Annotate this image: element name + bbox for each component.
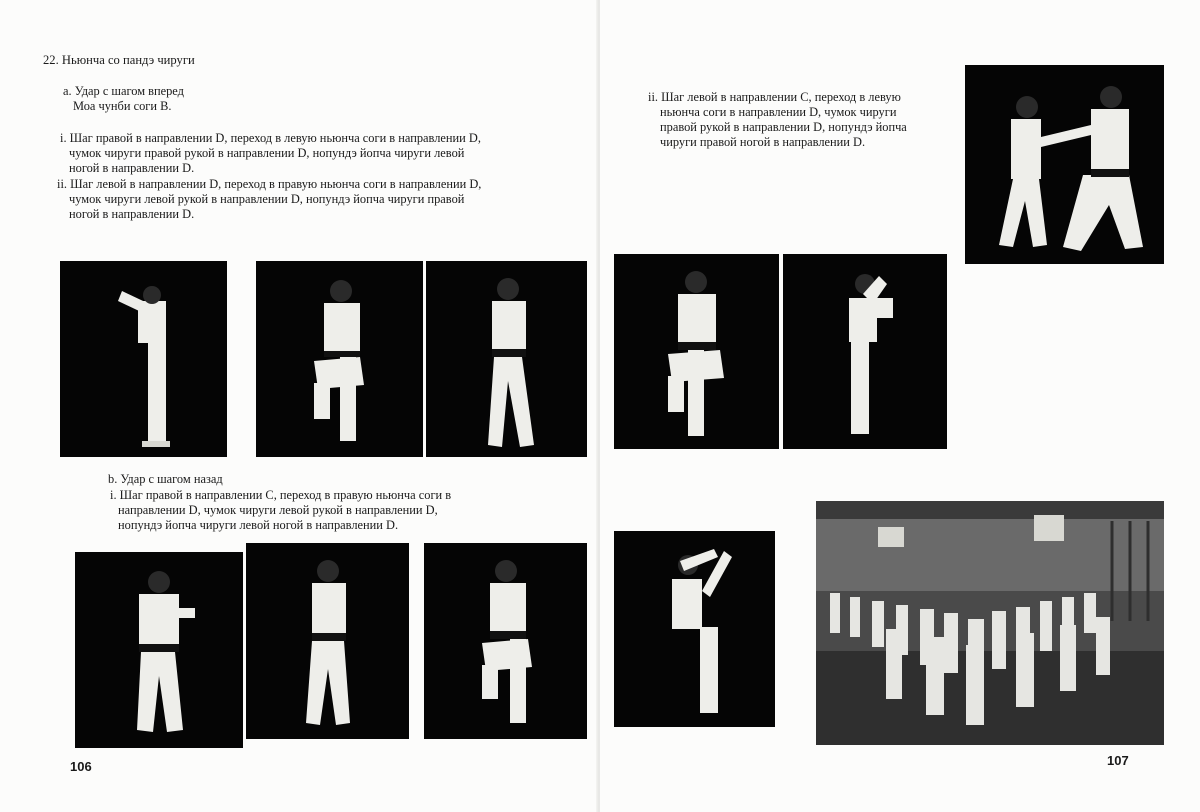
photo-stance-2 xyxy=(75,552,243,748)
right-page xyxy=(600,0,1200,812)
photo-knee-raise-1 xyxy=(256,261,423,457)
photo-knee-raise-2 xyxy=(424,543,587,739)
photo-sparring-pair xyxy=(965,65,1164,264)
step-b-i-line-3: нопундэ йопча чируги левой ногой в направлении D. xyxy=(118,518,399,532)
section-a-heading-1: a. Удар с шагом вперед xyxy=(63,84,184,98)
right-step-ii-line-4: чируги правой ногой в направлении D. xyxy=(660,135,866,149)
left-page xyxy=(0,0,598,812)
step-i-line-2: чумок чируги правой рукой в направлении D, нопундэ йопча чируги левой xyxy=(69,146,465,160)
right-step-ii-line-1: ii. Шаг левой в направлении С, переход в левую xyxy=(648,90,901,104)
right-step-ii-line-3: правой рукой в направлении D, нопундэ йопча xyxy=(660,120,907,134)
photo-high-kick-3 xyxy=(614,531,775,727)
photo-gym-class xyxy=(816,501,1164,745)
photo-high-kick-2 xyxy=(783,254,947,449)
photo-high-kick-1 xyxy=(60,261,227,457)
page-number-left: 106 xyxy=(70,759,92,774)
step-b-i-line-2: направлении D, чумок чируги левой рукой в направлении D, xyxy=(118,503,438,517)
photo-stance-1 xyxy=(426,261,587,457)
section-a-heading-2: Моа чунби соги В. xyxy=(73,99,172,113)
photo-stance-3 xyxy=(246,543,409,739)
section-b-heading: b. Удар с шагом назад xyxy=(108,472,223,486)
section-title: 22. Ньюнча со пандэ чируги xyxy=(43,53,195,67)
photo-knee-raise-3 xyxy=(614,254,779,449)
step-i-line-3: ногой в направлении D. xyxy=(69,161,195,175)
page-number-right: 107 xyxy=(1107,753,1129,768)
step-ii-line-3: ногой в направлении D. xyxy=(69,207,195,221)
step-b-i-line-1: i. Шаг правой в направлении С, переход в правую ньюнча соги в xyxy=(110,488,452,502)
step-ii-line-1: ii. Шаг левой в направлении D, переход в правую ньюнча соги в направлении D, xyxy=(57,177,482,191)
right-step-ii-line-2: ньюнча соги в направлении D, чумок чируги xyxy=(660,105,897,119)
step-ii-line-2: чумок чируги левой рукой в направлении D, нопундэ йопча чируги правой xyxy=(69,192,465,206)
step-i-line-1: i. Шаг правой в направлении D, переход в левую ньюнча соги в направлении D, xyxy=(60,131,481,145)
